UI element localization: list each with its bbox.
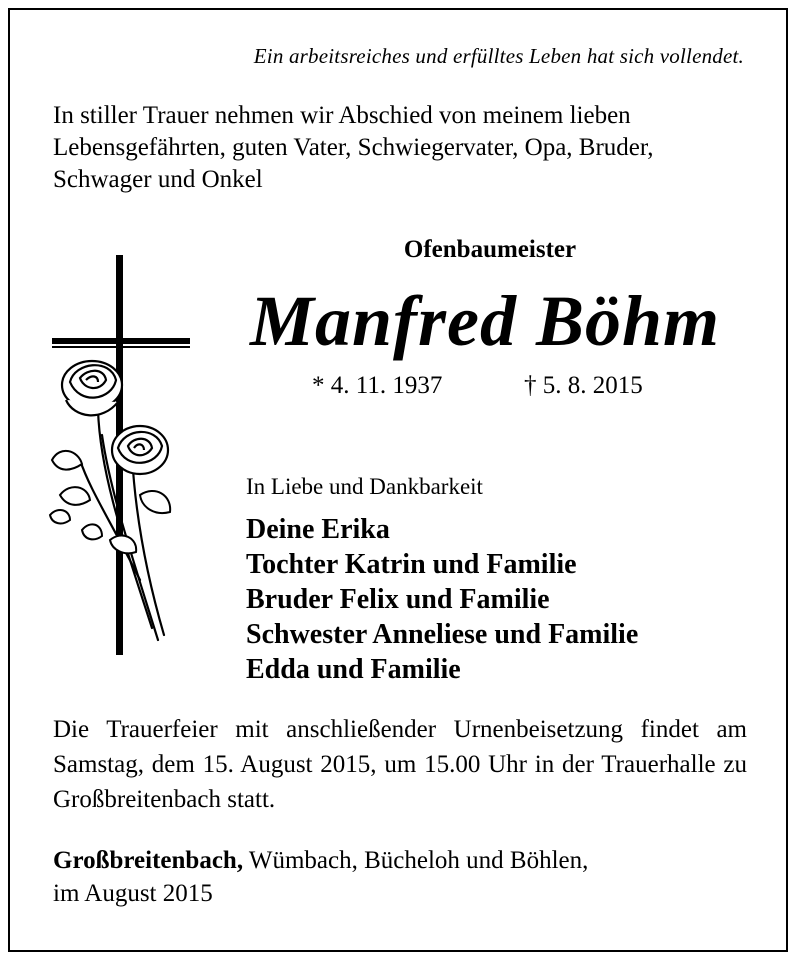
- ceremony-text: Die Trauerfeier mit anschließender Urnenbeisetzung findet am Samstag, dem 15. August 2015, um 15.00 Uhr in der Trauerhalle zu Großbreitenbach statt.: [53, 716, 747, 813]
- intro-text: In stiller Trauer nehmen wir Abschied von meinem lieben Lebensgefährten, guten Vater, Schwiegervater, Opa, Bruder, Schwager und Onkel: [53, 102, 654, 193]
- birth-date: * 4. 11. 1937: [312, 372, 443, 399]
- mourner-item: Bruder Felix und Familie: [246, 584, 550, 615]
- mourner-item: Schwester Anneliese und Familie: [246, 619, 639, 650]
- cross-with-roses-icon: [40, 250, 210, 660]
- thanks-line: In Liebe und Dankbarkeit: [246, 474, 483, 499]
- occupation: Ofenbaumeister: [403, 236, 577, 263]
- mourner-item: Deine Erika: [246, 514, 390, 545]
- mourners-list: [246, 512, 638, 687]
- place-villages: Wümbach, Bücheloh und Böhlen,: [243, 847, 589, 874]
- mourner-item: Tochter Katrin und Familie: [246, 549, 577, 580]
- motto: Ein arbeitsreiches und erfülltes Leben hat sich vollendet.: [253, 44, 744, 68]
- death-date: † 5. 8. 2015: [524, 372, 643, 399]
- place-date-block: [53, 844, 753, 910]
- deceased-name: Manfred Böhm: [249, 281, 721, 361]
- notice-date: im August 2015: [53, 880, 213, 907]
- place-town: Großbreitenbach,: [53, 847, 244, 874]
- mourner-item: Edda und Familie: [246, 654, 461, 685]
